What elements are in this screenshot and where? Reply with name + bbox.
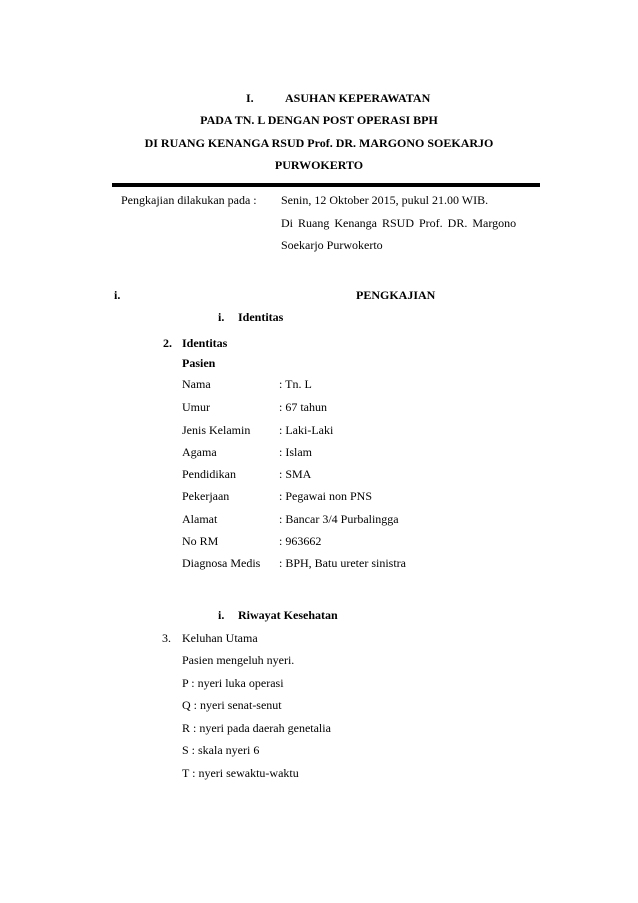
complaint-line: R : nyeri pada daerah genetalia xyxy=(182,721,331,735)
identity-value: : Tn. L xyxy=(279,377,312,391)
section-title: PENGKAJIAN xyxy=(356,288,436,302)
identity-label: No RM xyxy=(182,534,219,548)
complaint-line: T : nyeri sewaktu-waktu xyxy=(182,766,299,780)
complaint-line: Pasien mengeluh nyeri. xyxy=(182,653,295,667)
identity-value: : BPH, Batu ureter sinistra xyxy=(279,556,406,570)
section-number: i. xyxy=(114,288,121,302)
assessment-date: Senin, 12 Oktober 2015, pukul 21.00 WIB. xyxy=(281,193,489,207)
complaint-line: P : nyeri luka operasi xyxy=(182,676,284,690)
item-number-keluhan: 3. xyxy=(162,631,171,645)
identity-label: Nama xyxy=(182,377,211,391)
document-city: PURWOKERTO xyxy=(274,158,364,172)
identity-label: Diagnosa Medis xyxy=(182,556,261,570)
identity-label: Alamat xyxy=(182,512,218,526)
patient-group-label: Pasien xyxy=(182,356,216,370)
document-location: DI RUANG KENANGA RSUD Prof. DR. MARGONO SOEKARJO xyxy=(144,136,494,150)
subsection-title-riwayat: Riwayat Kesehatan xyxy=(238,608,338,622)
subsection-number-riwayat: i. xyxy=(218,608,225,622)
complaint-line: Q : nyeri senat-senut xyxy=(182,698,282,712)
identity-value: : SMA xyxy=(279,467,312,481)
subsection-number-identitas: i. xyxy=(218,310,225,324)
identity-value: : Bancar 3/4 Purbalingga xyxy=(279,512,399,526)
chapter-number: I. xyxy=(246,91,254,105)
complaint-line: S : skala nyeri 6 xyxy=(182,743,260,757)
assessment-place-cont: Soekarjo Purwokerto xyxy=(281,238,383,252)
item-title-identitas: Identitas xyxy=(182,336,228,350)
identity-label: Umur xyxy=(182,400,210,414)
identity-value: : 67 tahun xyxy=(279,400,327,414)
identity-value: : Islam xyxy=(279,445,312,459)
identity-value: : Laki-Laki xyxy=(279,423,334,437)
identity-value: : 963662 xyxy=(279,534,322,548)
identity-label: Jenis Kelamin xyxy=(182,423,251,437)
identity-value: : Pegawai non PNS xyxy=(279,489,372,503)
assessment-label: Pengkajian dilakukan pada : xyxy=(121,193,257,207)
item-title-keluhan: Keluhan Utama xyxy=(182,631,258,645)
document-subtitle: PADA TN. L DENGAN POST OPERASI BPH xyxy=(200,113,438,127)
identity-label: Pendidikan xyxy=(182,467,236,481)
assessment-place: Di Ruang Kenanga RSUD Prof. DR. Margono xyxy=(281,216,517,230)
identity-label: Pekerjaan xyxy=(182,489,230,503)
header-rule xyxy=(112,183,540,187)
subsection-title-identitas: Identitas xyxy=(238,310,284,324)
chapter-title: ASUHAN KEPERAWATAN xyxy=(285,91,431,105)
identity-label: Agama xyxy=(182,445,217,459)
item-number-identitas: 2. xyxy=(163,336,172,350)
